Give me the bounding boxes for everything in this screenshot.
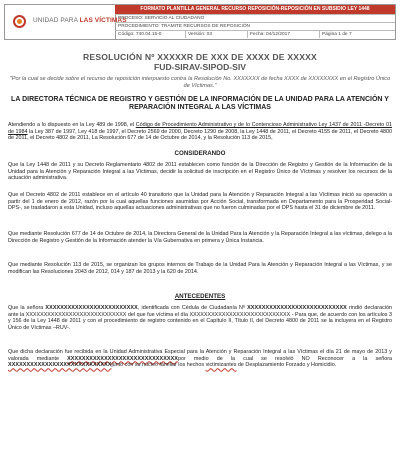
redacted-name-2: XXXXXXXXXXXXXXXXXXXXXXXXXXXX [8,362,112,369]
logo-brand: LAS VÍCTIMAS [79,17,127,24]
document-meta-row [115,30,395,38]
paragraph-1: Que la Ley 1448 de 2011 y su Decreto Reglamentario 4802 de 2011 establecen como función de la Dirección de Registro y Gestión de la Información de la Unidad para la Atención y Reparación Integral a las Víctimas, decidir la solicitud de inscripción en el Registro Único de Víctimas y resolver los recursos de la actuación administrativa. [8,162,392,182]
procedimiento-row: PROCEDIMIENTO: TRAMITE RECURSOS DE REPOSICIÓN [115,22,395,30]
misspelled-word: victimizantes [205,362,237,369]
header-info-table [115,5,395,39]
redacted-resolution: XXXXXXXXXXXXXXXXXXXXXXXXXXXXXX [67,355,178,362]
resolution-subtitle: "Por la cual se decide sobre el recurso de reposición interpuesto contra la Resolución No. XXXXXXX de fecha XXXX de XXXXXXXX en el Registro Único de Víctimas." [9,76,391,90]
issuer-heading: LA DIRECTORA TÉCNICA DE REGISTRO Y GESTIÓN DE LA INFORMACIÓN DE LA UNIDAD PARA LA ATENCIÓN Y REPARACIÓN INTEGRAL A LAS VÍCTIMAS [11,96,389,112]
redacted-id: XXXXXXXXXXXXXXXXXXXXXXXXXXX [247,305,347,311]
paragraph-atendiendo: Atendiendo a lo dispuesto en la Ley 489 de 1998, el Código de Procedimiento Administrativo y de lo Contencioso Administrativo Ley 1437 de 2011 -Decreto 01 de 1984 la Ley 387 de 1997, Ley 418 de 1997, el Decreto 2569 de 2000, Decreto 1290 de 2008, la Ley 1448 de 2011, el Decreto 4155 de 2011, el Decreto 4800 de 2011, el Decreto 4802 de 2011, La Resolución 677 de 14 de Octubre de 2014, y la Resolución 113 de 2015, [8,122,392,142]
proceso-row: PROCESO: SERVICIO AL CIUDADANO [115,14,395,22]
antecedentes-heading: ANTECEDENTES [174,293,226,300]
pagina-cell: Página 1 de 7 [319,31,395,38]
logo-emblem-icon [13,15,26,28]
resolution-code: FUD-SIRAV-SIPOD-SIV [154,62,246,72]
paragraph-3: Que mediante Resolución 677 de 14 de Octubre de 2014, la Directora General de la Unidad Para la Atención y la Reparación Integral a las víctimas, delego a la Dirección de Registro y Gestión de la Información atender la Vía Gubernativa en primera y Única Instancia. [8,231,392,244]
paragraph-4: Que mediante Resolución 113 de 2015, se organizan los grupos internos de Trabajo de la Unidad Para la Atención y Reparación Integral a las Víctimas, y se modifican las Resoluciones 2043 de 2012, 014 y 187 de 2013 y la 620 de 2014. [8,262,392,275]
resolution-title: RESOLUCIÓN Nº XXXXXR DE XXX DE XXXX DE XXXXX [82,52,317,62]
paragraph-2: Que el Decreto 4802 de 2011 establece en el artículo 40 transitorio que la Unidad para la Atención y Reparación Integral a las Víctimas inició su operación a partir del 1 de enero de 2012, razón por la cual aquellas funciones asumidas por Acción Social, transformada en Departamento para la Prosperidad Social- DPS-, se trasladaron a esta Unidad, incluso aquellas actuaciones administrativas que no fueron culminadas por el DPS hasta el 31 de diciembre de 2011. [8,192,392,212]
considerando-heading: CONSIDERANDO [174,150,226,157]
version-cell: Versión: 03 [185,31,247,38]
document-header [4,4,396,40]
codigo-procedimiento-link: Código de Procedimiento Administrativo y de lo Contencioso Administrativo Ley 1437 de 2011 -Decreto 01 de 1984 [8,122,392,135]
fecha-cell: Fecha: 04/12/2017 [247,31,319,38]
format-title: FORMATO PLANTILLA GENERAL RECURSO REPOSICIÓN-REPOSICIÓN EN SUBSIDIO LEY 1448 [115,5,395,14]
redacted-name: XXXXXXXXXXXXXXXXXXXXXXXXX [45,305,138,311]
codigo-cell: Código: 740.04.15-0 [118,32,162,37]
paragraph-6: Que dicha declaración fue recibida en la Unidad Administrativa Especial para la Atención y Reparación Integral a las Víctimas el día 21 de mayo de 2013 y valorada mediante XXXXXXXXXXXXXXXXXXXXXXXXXXXXXXpor medio de la cual se resolvió NO Reconocer a la señora XXXXXXXXXXXXXXXXXXXXXXXXXXXXjunto con su núcleo familiar los hechos victimizantes de Desplazamiento Forzado y Homicidio. [8,349,392,369]
paragraph-5: Que la señora XXXXXXXXXXXXXXXXXXXXXXXXX, identificada con Cédula de Ciudadanía Nº XXXXXXXXXXXXXXXXXXXXXXXXXXX rindió declaración ante la XXXXXXXXXXXXXXXXXXXXXXXXXXXX del que fue víctima el día XXXXXXXXXXXXXXXXXXXXXXXXXXXX - Para que, de acuerdo con los artículos 3 y 156 de la Ley 1448 de 2011 y con el procedimiento de registro contenido en el Capítulo II, Título II, del Decreto 4800 de 2011 se la incluyera en el Registro Único de Víctimas –RUV-. [8,305,392,332]
logo-prefix: UNIDAD PARA [33,17,80,24]
unidad-victimas-logo [5,5,127,39]
